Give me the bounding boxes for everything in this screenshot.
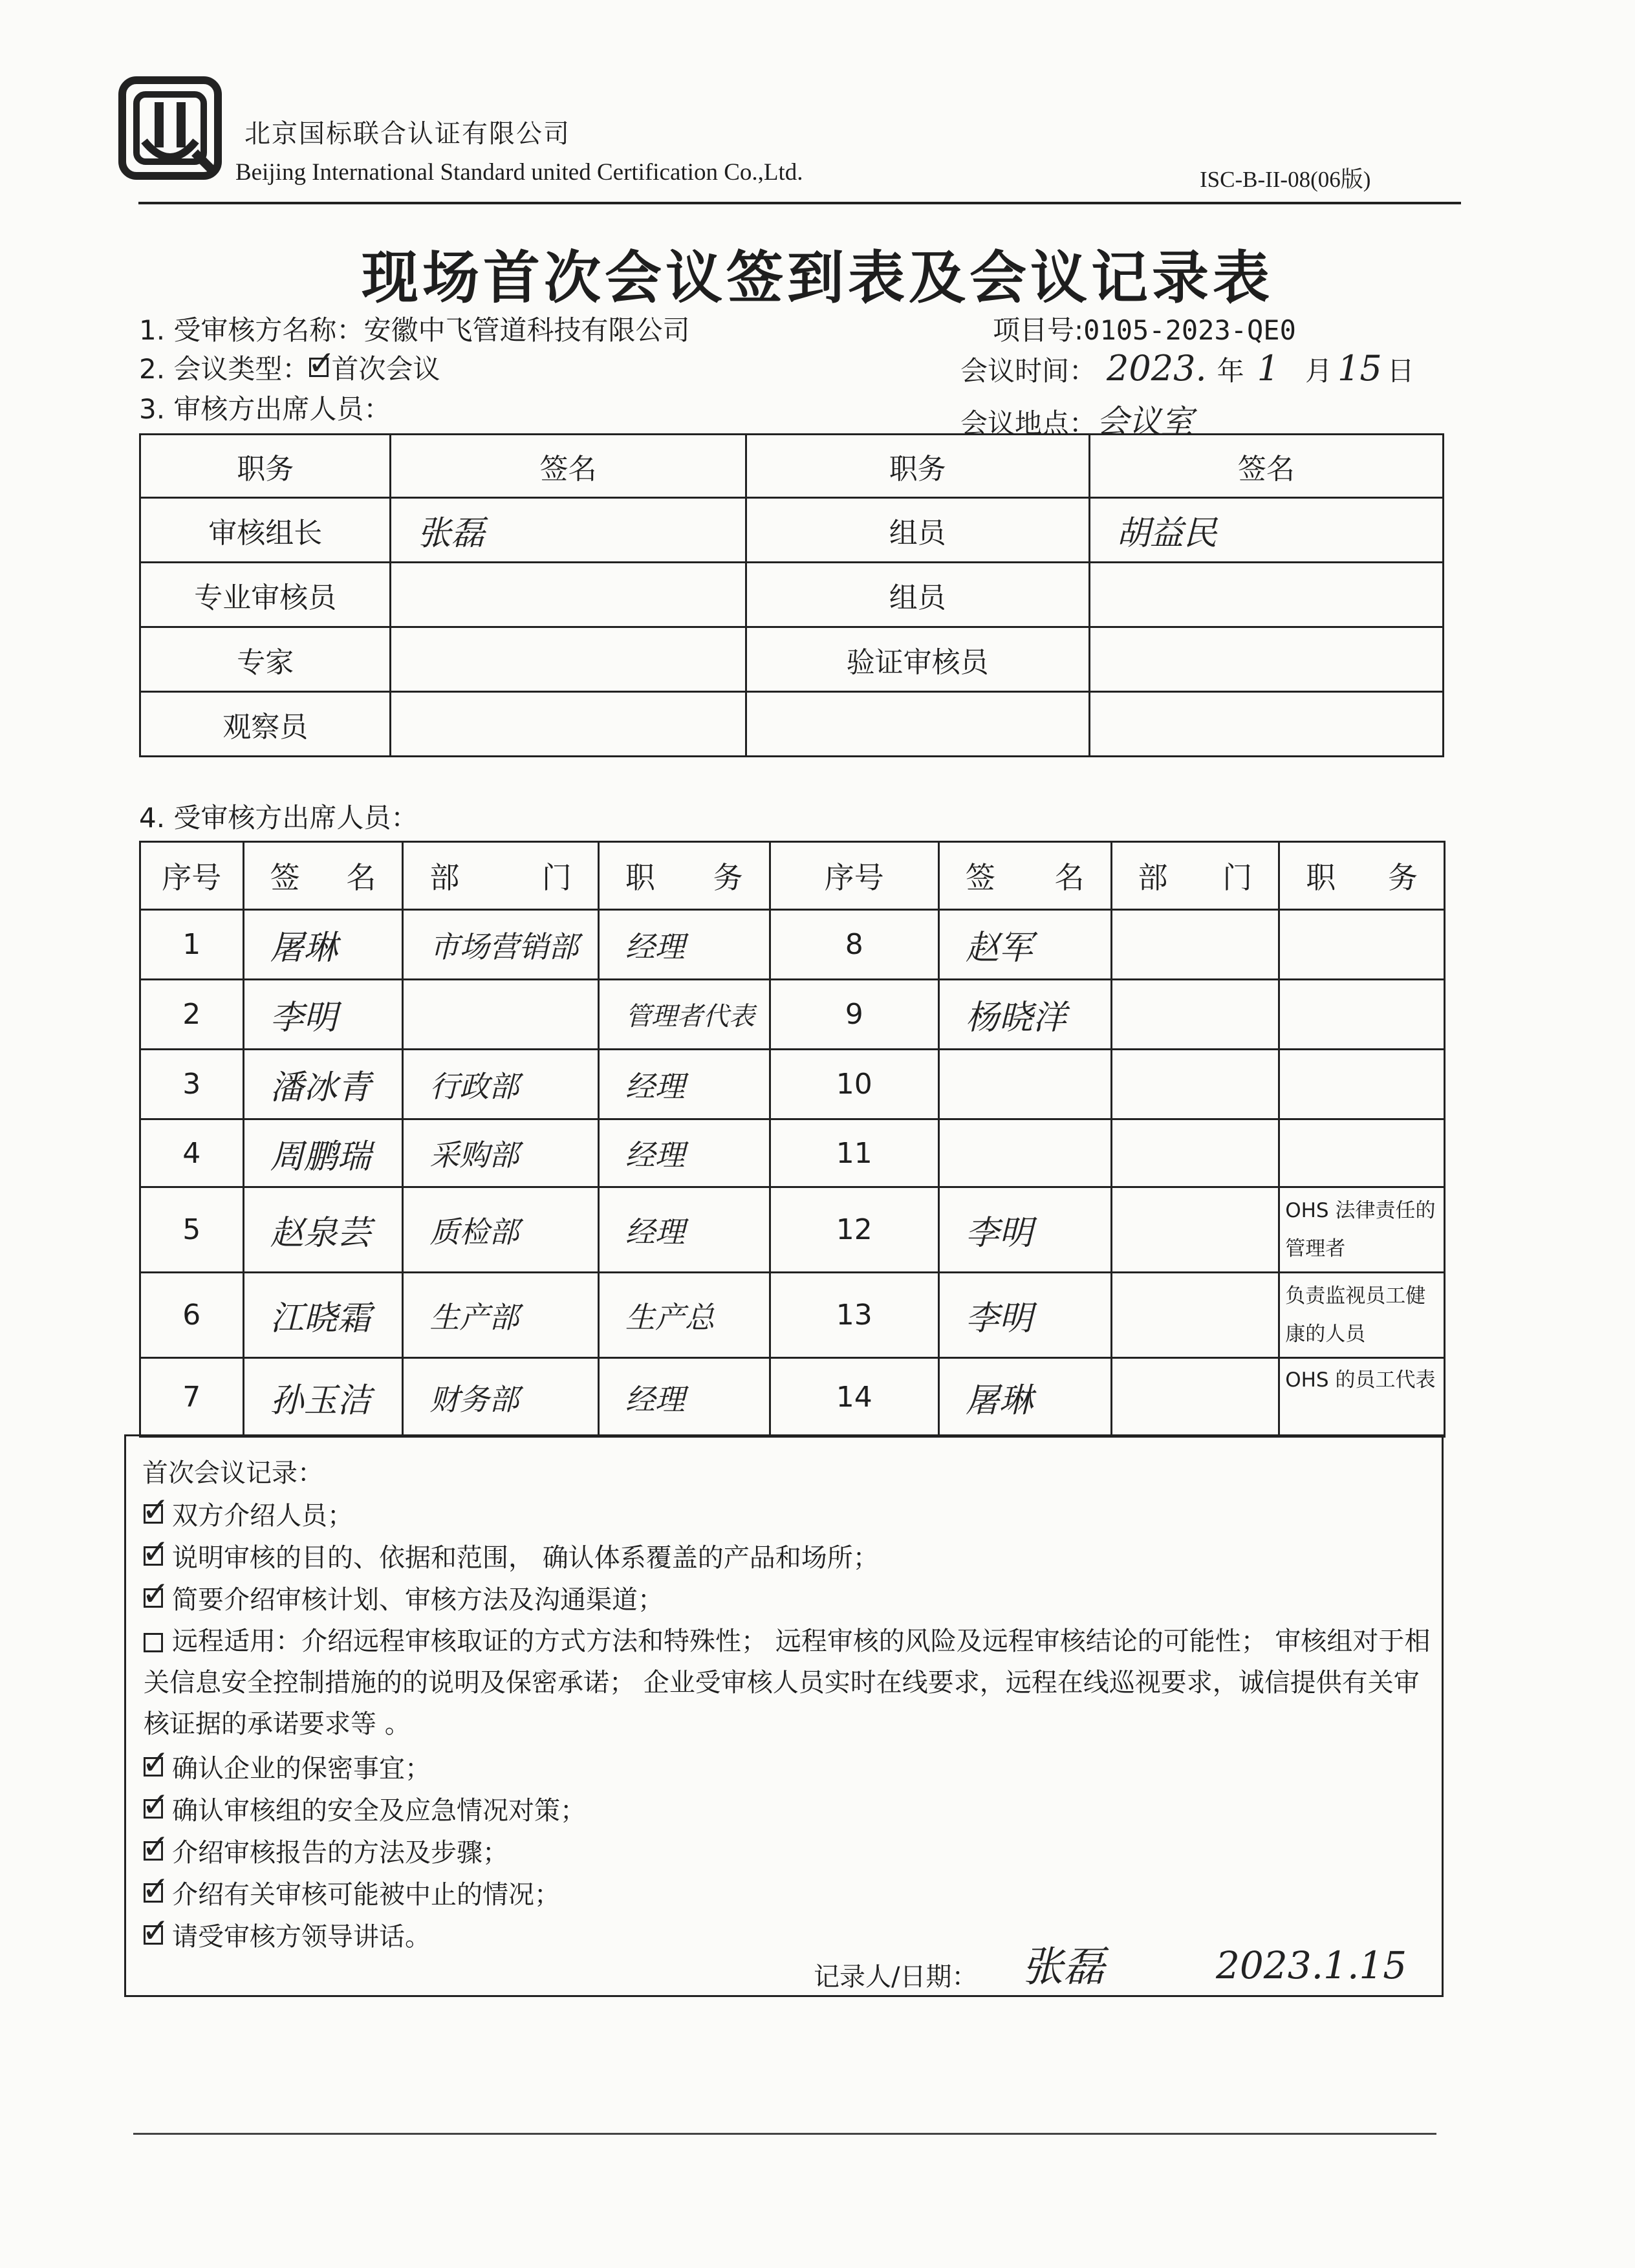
signature-cell[interactable]: 屠琳 — [243, 910, 403, 980]
signature-cell[interactable]: 潘冰青 — [243, 1050, 403, 1119]
record-item — [142, 1743, 431, 1785]
table-row — [140, 563, 1444, 627]
record-item — [142, 1574, 664, 1616]
company-name-cn: 北京国标联合认证有限公司 — [244, 119, 570, 149]
check-mark-icon: ✓ — [142, 1827, 170, 1866]
role-cell: 组员 — [746, 498, 1089, 563]
day-unit: 日 — [1387, 355, 1414, 387]
position-cell[interactable] — [1279, 1119, 1445, 1187]
position-cell[interactable]: OHS 法律责任的管理者 — [1279, 1187, 1445, 1273]
project-number-line — [993, 309, 1296, 348]
record-item-text: 确认审核组的安全及应急情况对策； — [172, 1796, 586, 1826]
auditor-attendance-table — [139, 433, 1444, 757]
item-checkbox[interactable] — [142, 1869, 170, 1908]
record-item — [142, 1911, 431, 1953]
row-number: 2 — [140, 980, 244, 1050]
document-title: 现场首次会议签到表及会议记录表 — [361, 244, 1273, 311]
col-header-position — [598, 842, 770, 910]
header-char: 签 — [965, 860, 995, 895]
department-cell[interactable]: 生产部 — [403, 1273, 599, 1358]
row-number: 8 — [770, 910, 938, 980]
signature-cell[interactable]: 李明 — [243, 980, 403, 1050]
header-char: 部 — [429, 860, 460, 895]
department-cell[interactable] — [1111, 1187, 1279, 1273]
table-row — [140, 1358, 1445, 1437]
position-cell[interactable]: 经理 — [598, 1187, 770, 1273]
table-row — [140, 1119, 1445, 1187]
check-mark-icon: ✓ — [142, 1785, 170, 1824]
item-checkbox[interactable] — [142, 1532, 170, 1571]
table-row — [140, 910, 1445, 980]
signature-cell[interactable]: 孙玉洁 — [243, 1358, 403, 1437]
col-header-signature: 签名 — [391, 435, 746, 498]
header-char: 部 — [1138, 860, 1168, 895]
check-mark-icon: ✓ — [307, 344, 336, 383]
meeting-type-label: 2. 会议类型： — [139, 353, 310, 385]
header-char: 职 — [625, 860, 655, 895]
department-cell[interactable] — [1111, 980, 1279, 1050]
position-cell[interactable]: OHS 的员工代表 — [1279, 1358, 1445, 1437]
department-cell[interactable]: 财务部 — [403, 1358, 599, 1437]
auditee-name-value: 安徽中飞管道科技有限公司 — [363, 314, 690, 346]
signature-cell[interactable] — [391, 563, 746, 627]
signature-cell[interactable]: 赵泉芸 — [243, 1187, 403, 1273]
check-mark-icon: ✓ — [142, 1574, 170, 1614]
auditee-attendees-label: 4. 受审核方出席人员： — [139, 802, 418, 834]
position-cell[interactable]: 生产总 — [598, 1273, 770, 1358]
col-header-role: 职务 — [140, 435, 391, 498]
row-number: 10 — [770, 1050, 938, 1119]
table-row — [140, 980, 1445, 1050]
row-number: 5 — [140, 1187, 244, 1273]
role-cell: 专家 — [140, 627, 391, 692]
department-cell[interactable]: 采购部 — [403, 1119, 599, 1187]
signature-cell[interactable]: 周鹏瑞 — [243, 1119, 403, 1187]
col-header-signature: 签名 — [1089, 435, 1443, 498]
role-cell — [746, 692, 1089, 757]
col-header-department — [403, 842, 599, 910]
department-cell[interactable]: 质检部 — [403, 1187, 599, 1273]
signature-cell[interactable] — [938, 1119, 1111, 1187]
table-row — [140, 498, 1444, 563]
header-char: 务 — [713, 860, 743, 895]
signature-cell[interactable]: 胡益民 — [1089, 498, 1443, 563]
department-cell[interactable] — [1111, 1050, 1279, 1119]
meeting-location-label: 会议地点： — [960, 407, 1097, 439]
meeting-time-label: 会议时间： — [960, 355, 1097, 387]
meeting-day-handwritten: 15 — [1337, 348, 1382, 389]
signature-cell[interactable]: 江晓霜 — [243, 1273, 403, 1358]
signature-cell[interactable] — [391, 692, 746, 757]
recorder-date-label: 记录人/日期： — [814, 1962, 978, 1992]
department-cell[interactable] — [403, 980, 599, 1050]
record-item — [142, 1869, 560, 1911]
signature-cell[interactable]: 李明 — [938, 1187, 1111, 1273]
role-cell: 组员 — [746, 563, 1089, 627]
row-number: 12 — [770, 1187, 938, 1273]
item-checkbox[interactable] — [142, 1574, 170, 1614]
record-item — [142, 1827, 508, 1869]
signature-cell[interactable]: 赵军 — [938, 910, 1111, 980]
auditee-name-line — [139, 309, 689, 348]
auditee-attendance-table — [139, 841, 1446, 1438]
col-header-signature — [243, 842, 403, 910]
record-item-text: 请受审核方领导讲话。 — [172, 1922, 431, 1952]
signature-cell[interactable] — [938, 1050, 1111, 1119]
meeting-time-line — [960, 348, 1414, 389]
department-cell[interactable] — [1111, 1273, 1279, 1358]
month-unit: 月 — [1305, 355, 1332, 387]
record-item-text: 介绍审核报告的方法及步骤； — [172, 1838, 508, 1868]
check-mark-icon: ✓ — [142, 1869, 170, 1908]
position-cell[interactable]: 经理 — [598, 1358, 770, 1437]
row-number: 9 — [770, 980, 938, 1050]
row-number: 13 — [770, 1273, 938, 1358]
col-header-role: 职务 — [746, 435, 1089, 498]
position-cell[interactable]: 负责监视员工健康的人员 — [1279, 1273, 1445, 1358]
row-number: 3 — [140, 1050, 244, 1119]
check-mark-icon: ✓ — [142, 1743, 170, 1782]
row-number: 4 — [140, 1119, 244, 1187]
role-cell: 验证审核员 — [746, 627, 1089, 692]
signature-cell[interactable] — [1089, 627, 1443, 692]
role-cell: 审核组长 — [140, 498, 391, 563]
meeting-location-handwritten: 会议室 — [1096, 403, 1194, 440]
table-row — [140, 1273, 1445, 1358]
table-row — [140, 1187, 1445, 1273]
header-char: 签 — [270, 860, 300, 895]
department-cell[interactable] — [1111, 1358, 1279, 1437]
department-cell[interactable]: 市场营销部 — [403, 910, 599, 980]
meeting-type-checkbox[interactable] — [307, 344, 336, 383]
position-cell[interactable] — [1279, 1050, 1445, 1119]
company-logo — [118, 76, 222, 180]
item-checkbox[interactable] — [142, 1827, 170, 1866]
col-header-department — [1111, 842, 1279, 910]
header-char: 职 — [1306, 860, 1336, 895]
meeting-record-heading: 首次会议记录： — [142, 1458, 323, 1488]
check-mark-icon: ✓ — [142, 1490, 170, 1529]
row-number: 1 — [140, 910, 244, 980]
signature-cell[interactable]: 李明 — [938, 1273, 1111, 1358]
role-cell: 专业审核员 — [140, 563, 391, 627]
header-char: 名 — [1054, 860, 1085, 895]
signature-cell[interactable]: 张磊 — [391, 498, 746, 563]
auditee-table-header — [140, 842, 1445, 910]
auditor-table-header — [140, 435, 1444, 498]
remote-audit-text: 远程适用：介绍远程审核取证的方式方法和特殊性； 远程审核的风险及远程审核结论的可能性； 审核组对于相关信息安全控制措施的的说明及保密承诺； 企业受审核人员实时在线要求，远程在线巡视要求，诚信提供有关审核证据的承诺要求等 。 — [144, 1626, 1431, 1739]
col-header-signature — [938, 842, 1111, 910]
row-number: 11 — [770, 1119, 938, 1187]
project-number-label: 项目号: — [993, 314, 1084, 346]
auditor-attendees-label: 3. 审核方出席人员： — [139, 393, 391, 425]
signature-cell[interactable]: 杨晓洋 — [938, 980, 1111, 1050]
col-header-number: 序号 — [140, 842, 244, 910]
form-code: ISC-B-II-08(06版) — [1200, 167, 1371, 192]
signature-cell[interactable] — [1089, 692, 1443, 757]
footer-divider — [133, 2133, 1436, 2135]
position-cell[interactable]: 经理 — [598, 1119, 770, 1187]
header-char: 务 — [1388, 860, 1418, 895]
item-checkbox[interactable] — [142, 1490, 170, 1529]
meeting-year-handwritten: 2023. — [1107, 348, 1207, 389]
position-cell[interactable] — [1279, 980, 1445, 1050]
record-item-text: 介绍有关审核可能被中止的情况； — [172, 1880, 560, 1910]
header-char: 门 — [1222, 860, 1253, 895]
year-unit: 年 — [1217, 355, 1244, 387]
project-number-value: 0105-2023-QE0 — [1083, 314, 1296, 346]
header-divider — [138, 202, 1461, 204]
company-name-en: Beijing International Standard united Certification Co.,Ltd. — [235, 159, 803, 186]
table-row — [140, 1050, 1445, 1119]
record-item-text: 简要介绍审核计划、审核方法及沟通渠道； — [172, 1585, 664, 1615]
record-item-text: 说明审核的目的、依据和范围， 确认体系覆盖的产品和场所； — [172, 1543, 879, 1573]
item-checkbox[interactable] — [142, 1785, 170, 1824]
record-item — [142, 1532, 879, 1574]
remote-audit-checkbox[interactable] — [144, 1633, 163, 1652]
col-header-number: 序号 — [770, 842, 938, 910]
record-item — [142, 1785, 586, 1827]
header-char: 门 — [541, 860, 572, 895]
record-item-text: 确认企业的保密事宜； — [172, 1754, 431, 1784]
table-row — [140, 692, 1444, 757]
recorder-signature[interactable]: 张磊 — [1022, 1943, 1105, 1991]
item-checkbox[interactable] — [142, 1743, 170, 1782]
remote-audit-item — [144, 1621, 1434, 1745]
row-number: 14 — [770, 1358, 938, 1437]
role-cell: 观察员 — [140, 692, 391, 757]
item-checkbox[interactable] — [142, 1911, 170, 1950]
row-number: 6 — [140, 1273, 244, 1358]
position-cell[interactable]: 管理者代表 — [598, 980, 770, 1050]
department-cell[interactable] — [1111, 1119, 1279, 1187]
col-header-position — [1279, 842, 1445, 910]
signature-cell[interactable] — [391, 627, 746, 692]
meeting-type-value: 首次会议 — [331, 353, 440, 385]
check-mark-icon: ✓ — [142, 1532, 170, 1571]
table-row — [140, 627, 1444, 692]
meeting-month-handwritten: 1 — [1257, 348, 1279, 389]
row-number: 7 — [140, 1358, 244, 1437]
check-mark-icon: ✓ — [142, 1911, 170, 1950]
signature-cell[interactable]: 屠琳 — [938, 1358, 1111, 1437]
signature-cell[interactable] — [1089, 563, 1443, 627]
record-item-text: 双方介绍人员； — [172, 1501, 353, 1531]
meeting-type-line — [139, 344, 440, 387]
record-item — [142, 1490, 353, 1532]
department-cell[interactable]: 行政部 — [403, 1050, 599, 1119]
recorder-date-handwritten[interactable]: 2023.1.15 — [1216, 1943, 1407, 1987]
header-char: 名 — [346, 860, 376, 895]
department-cell[interactable] — [1111, 910, 1279, 980]
position-cell[interactable]: 经理 — [598, 910, 770, 980]
position-cell[interactable]: 经理 — [598, 1050, 770, 1119]
position-cell[interactable] — [1279, 910, 1445, 980]
auditee-name-label: 1. 受审核方名称： — [139, 314, 364, 346]
